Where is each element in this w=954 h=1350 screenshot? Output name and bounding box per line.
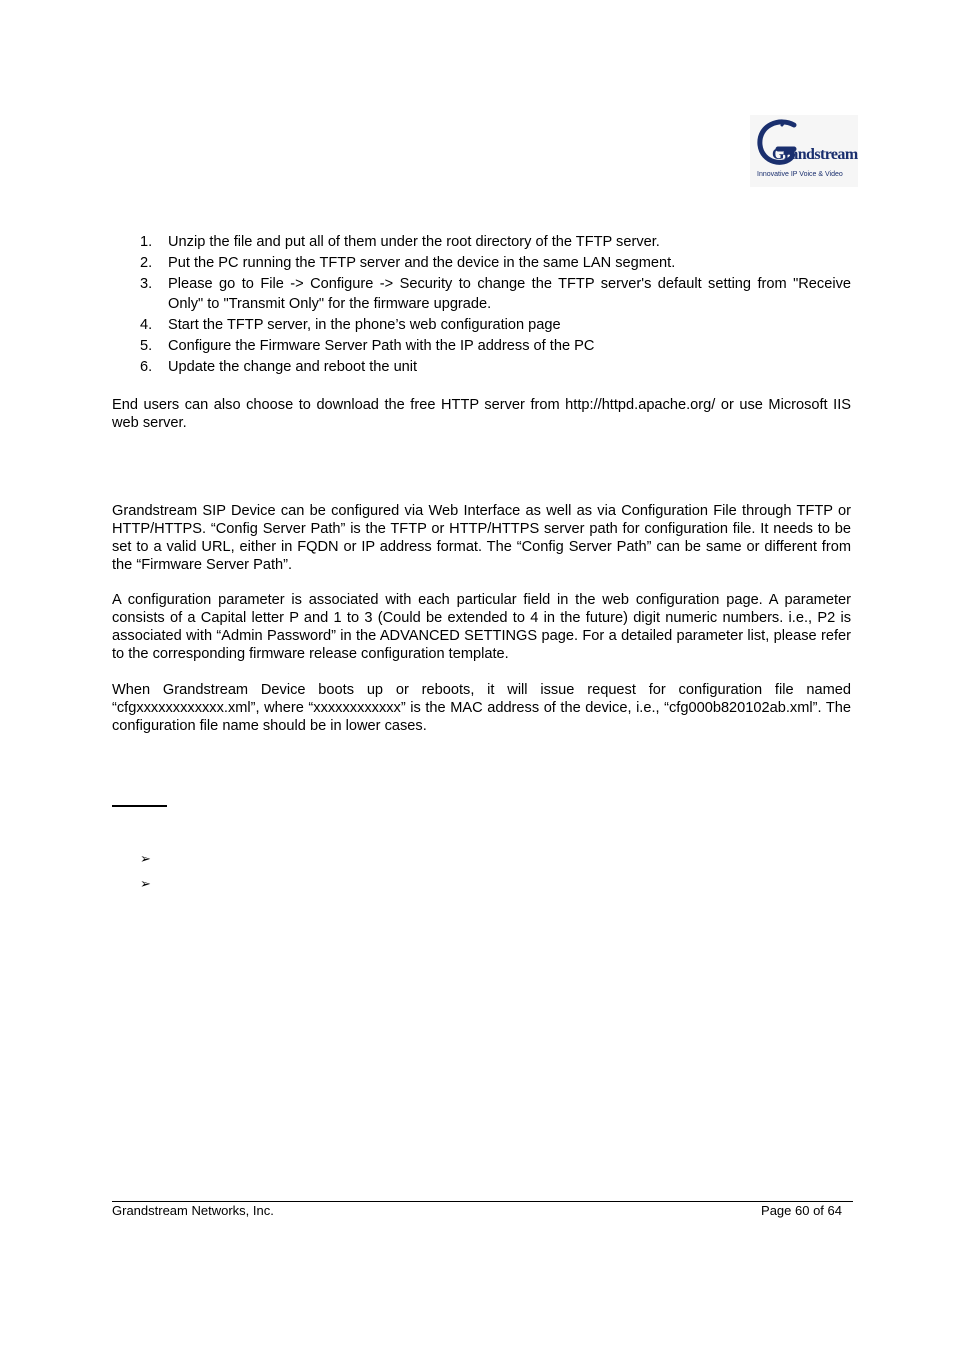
list-item xyxy=(140,253,851,273)
footer-company: Grandstream Networks, Inc. xyxy=(112,1203,274,1218)
step-text: Configure the Firmware Server Path with the IP address of the PC xyxy=(168,338,595,354)
boot-request-paragraph: When Grandstream Device boots up or reboots, it will issue request for configuration file named “cfgxxxxxxxxxxxx.xml”, where “xxxxxxxxxxxx” is the MAC address of the device, i.e., “cfg000b820102ab.xml”. The configuration file name should be in lower cases. xyxy=(112,682,851,734)
footer-divider xyxy=(112,1201,853,1202)
footer-page-number: Page 60 of 64 xyxy=(761,1203,842,1218)
step-number: 3. xyxy=(140,276,153,292)
step-number: 2. xyxy=(140,255,153,271)
heading-underline xyxy=(112,805,167,807)
upgrade-steps-list xyxy=(140,232,851,378)
step-text: Put the PC running the TFTP server and the device in the same LAN segment. xyxy=(168,255,676,271)
step-text: Update the change and reboot the unit xyxy=(168,359,418,375)
list-item xyxy=(140,315,851,335)
list-item xyxy=(140,357,851,377)
bullet-arrow-icon: ➢ xyxy=(140,876,151,891)
bullet-arrow-icon: ➢ xyxy=(140,851,151,866)
step-number: 4. xyxy=(140,317,153,333)
logo-brand: Grandstream xyxy=(772,146,858,163)
step-number: 6. xyxy=(140,359,153,375)
http-server-paragraph: End users can also choose to download the free HTTP server from http://httpd.apache.org/ or use Microsoft IIS web server. xyxy=(112,397,851,431)
list-item xyxy=(140,336,851,356)
list-item xyxy=(140,274,851,314)
step-text: Please go to File -> Configure -> Security to change the TFTP server's default setting from "Receive Only" to "Transmit Only" for the firmware upgrade. xyxy=(168,276,851,312)
step-text: Unzip the file and put all of them under the root directory of the TFTP server. xyxy=(168,234,660,250)
config-intro-paragraph: Grandstream SIP Device can be configured via Web Interface as well as via Configuration File through TFTP or HTTP/HTTPS. “Config Server Path” is the TFTP or HTTP/HTTPS server path for configuration file. It needs to be set to a valid URL, either in FQDN or IP address format. The “Config Server Path” can be same or different from the “Firmware Server Path”. xyxy=(112,503,851,573)
grandstream-logo xyxy=(750,115,858,187)
step-text: Start the TFTP server, in the phone’s web configuration page xyxy=(168,317,561,333)
list-item xyxy=(140,232,851,252)
logo-tagline: Innovative IP Voice & Video xyxy=(757,171,843,178)
step-number: 1. xyxy=(140,234,153,250)
step-number: 5. xyxy=(140,338,153,354)
parameters-paragraph: A configuration parameter is associated with each particular field in the web configuration page. A parameter consists of a Capital letter P and 1 to 3 (Could be extended to 4 in the future) digit numeric numbers. i.e., P2 is associated with “Admin Password” in the ADVANCED SETTINGS page. For a detailed parameter list, please refer to the corresponding firmware release configuration template. xyxy=(112,592,851,662)
